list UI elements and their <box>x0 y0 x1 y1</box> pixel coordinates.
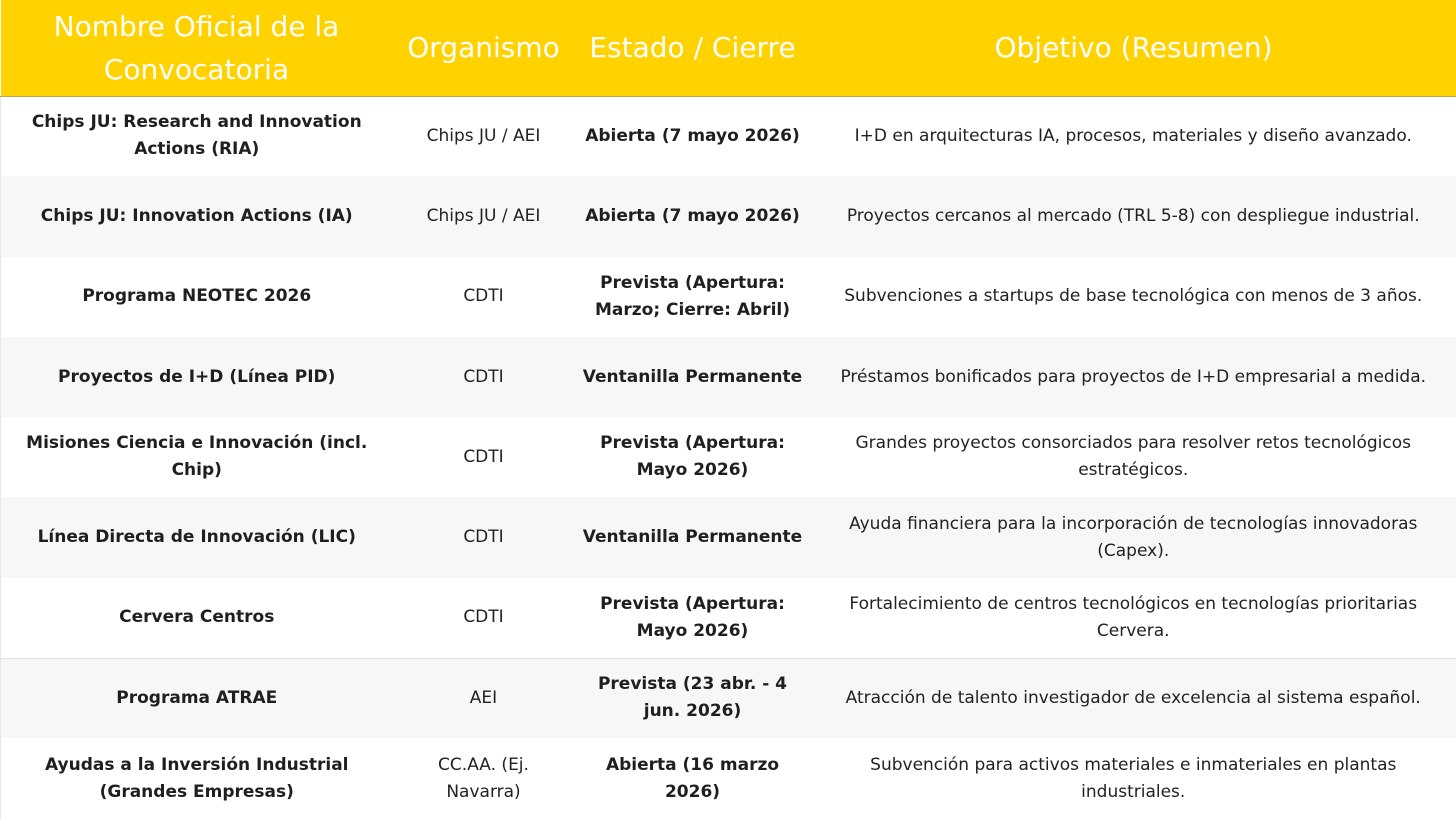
cell-org: CDTI <box>463 286 504 307</box>
cell-state: Prevista (Apertura: Mayo 2026) <box>600 433 785 481</box>
table-row <box>1 578 1456 658</box>
cell-objective: Préstamos bonificados para proyectos de I+D empresarial a medida. <box>811 337 1456 417</box>
header-name: Nombre Oficial de la Convocatoria <box>1 0 393 96</box>
table-row <box>1 257 1456 337</box>
header-state: Estado / Cierre <box>575 0 811 96</box>
cell-state: Prevista (Apertura: Marzo; Cierre: Abril) <box>594 272 791 320</box>
table-body <box>1 96 1456 819</box>
cell-objective: Subvención para activos materiales e inmateriales en plantas industriales. <box>811 738 1456 818</box>
cell-state: Abierta (7 mayo 2026) <box>585 125 800 146</box>
table-row <box>1 337 1456 417</box>
cell-org: CDTI <box>393 497 575 577</box>
cell-org: Chips JU / AEI <box>426 125 541 146</box>
cell-state: Prevista (23 abr. - 4 jun. 2026) <box>575 658 811 738</box>
cell-org: CC.AA. (Ej. Navarra) <box>438 754 529 802</box>
table-row <box>1 658 1456 738</box>
table-row <box>1 176 1456 256</box>
cell-name: Chips JU: Research and Innovation Actions (RIA) <box>1 96 393 176</box>
cell-state: Abierta (7 mayo 2026) <box>575 176 811 256</box>
cell-org: AEI <box>393 658 575 738</box>
cell-name: Cervera Centros <box>1 578 393 658</box>
cell-name: Proyectos de I+D (Línea PID) <box>1 337 393 417</box>
header-row <box>1 0 1456 96</box>
cell-objective: Grandes proyectos consorciados para resolver retos tecnológicos estratégicos. <box>811 417 1456 497</box>
cell-name: Línea Directa de Innovación (LIC) <box>1 497 393 577</box>
cell-state: Abierta (16 marzo 2026) <box>605 754 780 802</box>
cell-objective: Subvenciones a startups de base tecnológica con menos de 3 años. <box>811 257 1456 337</box>
cell-org: Chips JU / AEI <box>393 176 575 256</box>
cell-state: Prevista (Apertura: Mayo 2026) <box>600 593 785 641</box>
cell-name: Programa ATRAE <box>1 658 393 738</box>
cell-objective: I+D en arquitecturas IA, procesos, materiales y diseño avanzado. <box>811 96 1456 176</box>
cell-org: CDTI <box>463 607 504 628</box>
cell-objective: Proyectos cercanos al mercado (TRL 5-8) con despliegue industrial. <box>811 176 1456 256</box>
header-org: Organismo <box>393 0 575 96</box>
cell-state: Ventanilla Permanente <box>575 497 811 577</box>
header-objective: Objetivo (Resumen) <box>811 0 1456 96</box>
cell-objective: Fortalecimiento de centros tecnológicos en tecnologías prioritarias Cervera. <box>811 578 1456 658</box>
cell-name: Chips JU: Innovation Actions (IA) <box>1 176 393 256</box>
cell-objective: Atracción de talento investigador de excelencia al sistema español. <box>811 658 1456 738</box>
cell-name: Misiones Ciencia e Innovación (incl. Chip) <box>1 417 393 497</box>
table-header <box>1 0 1456 96</box>
table-row <box>1 738 1456 818</box>
cell-org: CDTI <box>463 446 504 467</box>
table-row <box>1 96 1456 176</box>
cell-state: Ventanilla Permanente <box>575 337 811 417</box>
table-row <box>1 417 1456 497</box>
cell-name: Programa NEOTEC 2026 <box>1 257 393 337</box>
cell-org: CDTI <box>393 337 575 417</box>
table-row <box>1 497 1456 577</box>
cell-objective: Ayuda financiera para la incorporación de tecnologías innovadoras (Capex). <box>811 497 1456 577</box>
cell-name: Ayudas a la Inversión Industrial (Grandes Empresas) <box>1 738 393 818</box>
